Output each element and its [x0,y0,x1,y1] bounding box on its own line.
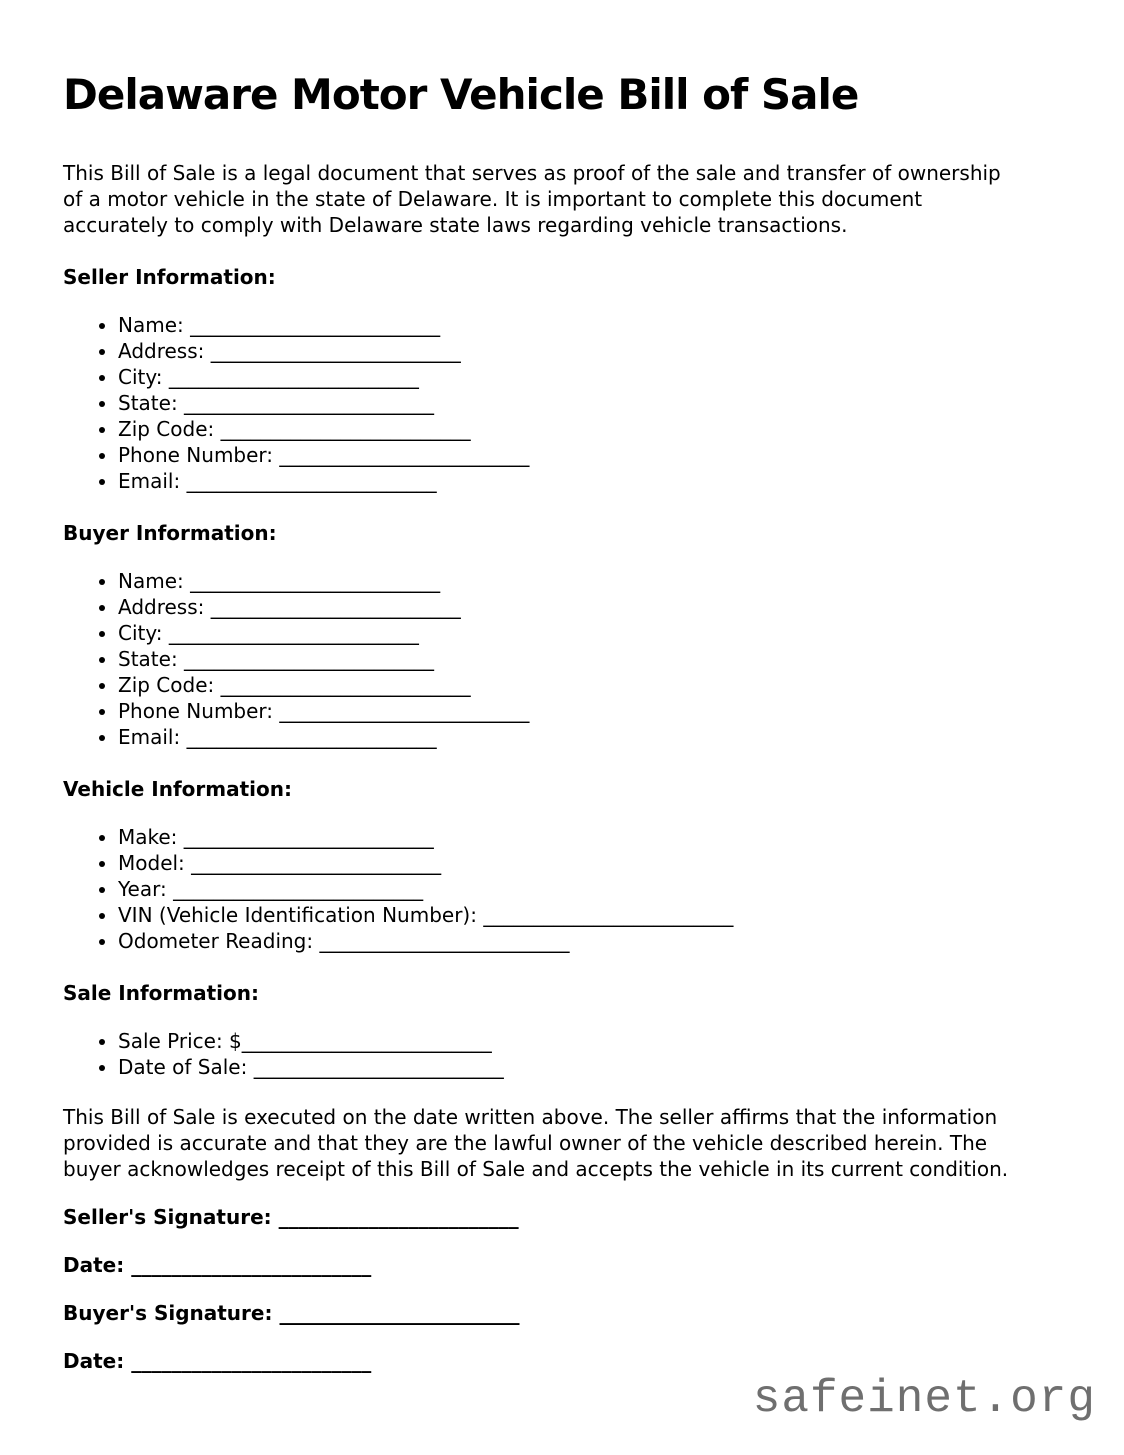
section-list-sale-information [63,1028,1061,1080]
field-email [118,724,1061,750]
blank-line: _________________________ [186,469,437,493]
signature-row-buyer-s-signature-2 [63,1300,1061,1326]
blank-line: ________________________ [131,1349,372,1373]
blank-line: ________________________ [278,1205,519,1229]
section-list-vehicle-information [63,824,1061,954]
field-label: VIN (Vehicle Identification Number): [118,903,484,927]
blank-line: ________________________ [279,1301,520,1325]
field-address [118,338,1061,364]
blank-line: _________________________ [220,673,471,697]
blank-line: _________________________ [168,365,419,389]
field-label: Phone Number: [118,699,280,723]
field-label: Phone Number: [118,443,280,467]
blank-line: _________________________ [253,1055,504,1079]
intro-paragraph: This Bill of Sale is a legal document that serves as proof of the sale and transfer of ownership of a motor vehicle in the state of Delaware. It is important to complete this document accurately to comply with Delaware state laws regarding vehicle transactions. [63,161,1001,237]
field-label: Make: [118,825,184,849]
blank-line: _________________________ [190,569,441,593]
section-heading-sale-information: Sale Information: [63,981,259,1005]
signature-label: Date: [63,1253,132,1277]
field-name [118,568,1061,594]
blank-line: ________________________ [131,1253,372,1277]
signature-row-date-3 [63,1348,1061,1374]
blank-line: _________________________ [168,621,419,645]
blank-line: _________________________ [183,825,434,849]
field-label: Date of Sale: [118,1055,254,1079]
signature-label: Buyer's Signature: [63,1301,280,1325]
field-odometer-reading [118,928,1061,954]
field-label: Name: [118,313,191,337]
blank-line: _________________________ [191,851,442,875]
field-model [118,850,1061,876]
field-city [118,364,1061,390]
field-state [118,646,1061,672]
blank-line: _________________________ [184,647,435,671]
signature-label: Date: [63,1349,132,1373]
field-label: State: [118,647,185,671]
field-label: Sale Price: $ [118,1029,242,1053]
field-date-of-sale [118,1054,1061,1080]
field-name [118,312,1061,338]
signature-block [63,1204,1061,1374]
field-label: State: [118,391,185,415]
section-list-seller-information [63,312,1061,494]
section-heading-vehicle-information: Vehicle Information: [63,777,292,801]
watermark-safeinet: safeinet.org [752,1373,1096,1425]
field-city [118,620,1061,646]
blank-line: _________________________ [210,339,461,363]
field-sale-price [118,1028,1061,1054]
field-zip-code [118,672,1061,698]
section-heading-seller-information: Seller Information: [63,265,276,289]
blank-line: _________________________ [186,725,437,749]
field-email [118,468,1061,494]
field-state [118,390,1061,416]
signature-label: Seller's Signature: [63,1205,279,1229]
section-heading-buyer-information: Buyer Information: [63,521,277,545]
field-label: Year: [118,877,174,901]
field-label: Zip Code: [118,417,221,441]
signature-row-seller-s-signature-0 [63,1204,1061,1230]
blank-line: _________________________ [279,699,530,723]
field-label: Address: [118,595,211,619]
field-phone-number [118,698,1061,724]
field-vin-vehicle-identification-number [118,902,1061,928]
field-make [118,824,1061,850]
blank-line: _________________________ [210,595,461,619]
field-label: Email: [118,725,187,749]
field-zip-code [118,416,1061,442]
field-label: Odometer Reading: [118,929,320,953]
field-phone-number [118,442,1061,468]
closing-paragraph: This Bill of Sale is executed on the date written above. The seller affirms that the information provided is accurate and that they are the lawful owner of the vehicle described herein. The buyer acknowledges receipt of this Bill of Sale and accepts the vehicle in its current condition. [63,1105,1009,1181]
section-list-buyer-information [63,568,1061,750]
field-label: City: [118,365,169,389]
form-sections [63,264,1061,1080]
blank-line: _________________________ [190,313,441,337]
field-year [118,876,1061,902]
field-label: Address: [118,339,211,363]
blank-line: _________________________ [220,417,471,441]
blank-line: _________________________ [241,1029,492,1053]
field-label: Name: [118,569,191,593]
blank-line: _________________________ [173,877,424,901]
field-label: Zip Code: [118,673,221,697]
signature-row-date-1 [63,1252,1061,1278]
field-address [118,594,1061,620]
field-label: Model: [118,851,192,875]
blank-line: _________________________ [483,903,734,927]
blank-line: _________________________ [184,391,435,415]
field-label: Email: [118,469,187,493]
blank-line: _________________________ [279,443,530,467]
page-title: Delaware Motor Vehicle Bill of Sale [63,70,859,119]
blank-line: _________________________ [319,929,570,953]
field-label: City: [118,621,169,645]
